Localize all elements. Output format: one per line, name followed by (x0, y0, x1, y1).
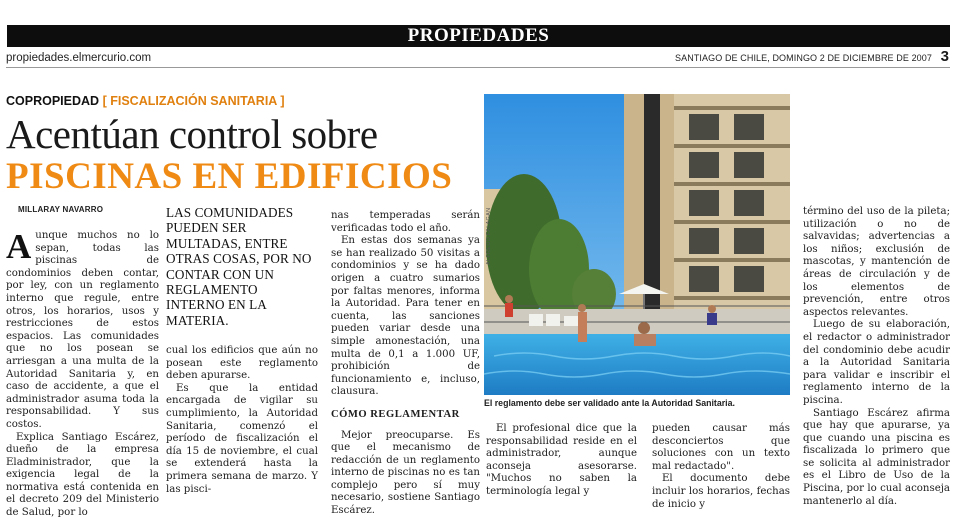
article-column-1 (6, 227, 159, 520)
paragraph: pueden causar más desconciertos que soluciones con un texto mal redactado". (652, 423, 790, 472)
header-rule (6, 67, 950, 68)
paragraph: Es que la entidad encargada de vigilar su cumplimiento, la Autoridad Sanitaria, comenzó el período de fiscalización el día 15 de noviembre, el cual se extenderá hasta la primera semana de marzo. Y las pisci- (166, 382, 318, 495)
pull-quote: LAS COMUNIDADES PUEDEN SER MULTADAS, ENTRE OTRAS COSAS, POR NO CONTAR CON UN REGLAMENTO INTERNO EN LA MATERIA. (166, 205, 312, 328)
page-number: 3 (940, 48, 949, 65)
dateline: SANTIAGO DE CHILE, DOMINGO 2 DE DICIEMBRE DE 2007 (675, 53, 932, 63)
byline: MILLARAY NAVARRO (18, 205, 104, 214)
article-column-5 (652, 423, 790, 511)
paragraph: Luego de su elaboración, el redactor o administrador del condominio debe acudir a la Autoridad Sanitaria para validar e inscribir el reglamento interno de la piscina. (803, 319, 950, 406)
site-url: propiedades.elmercurio.com (6, 52, 152, 64)
kicker-open-bracket: [ (102, 94, 107, 108)
paragraph: nas temperadas serán verificadas todo el año. (331, 210, 480, 234)
paragraph: En estas dos semanas ya se han realizado 50 visitas a condominios y se ha dado origen a cuatro sumarios por faltas menores, informa la Autoridad. Para tener en cuenta, las sanciones pueden variar desde una simple amonestación, una multa de 0,1 a 1.000 UF, prohibición de funcionamiento e, incluso, clausura. (331, 235, 480, 398)
article-column-6 (803, 206, 950, 508)
paragraph: término del uso de la pileta; utilización o no de salvavidas; advertencias a los niños; exclusión de mascotas, y mantención de áreas de circulación y de los elementos de prevención, entre otros aspectos relevantes. (803, 206, 950, 318)
kicker (6, 94, 285, 108)
kicker-close-bracket: ] (280, 94, 285, 108)
kicker-section: COPROPIEDAD (6, 94, 100, 108)
paragraph: cual los edificios que aún no posean este reglamento deben apurarse. (166, 345, 318, 382)
photo-credit: ALFREDO FALAGAN (486, 207, 492, 265)
section-header-bar: PROPIEDADES (7, 25, 950, 47)
paragraph: Santiago Escárez afirma que hay que apurarse, ya que cuando una piscina es fiscalizada lo primero que se solicita al administrador es el Libro de Uso de la Piscina, por lo cual aconseja mantenerlo al día. (803, 407, 950, 507)
paragraph: El profesional dice que la responsabilidad reside en el administrador, aunque aconseja asesorarse. "Muchos no saben la terminología legal y (486, 423, 637, 497)
article-column-2 (166, 345, 318, 496)
paragraph: Explica Santiago Escárez, dueño de la empresa Eladministrador, que la exigencia legal de la normativa está contenida en el decreto 209 del Ministerio de Salud, por lo (6, 431, 159, 519)
pool-building-illustration (484, 94, 790, 395)
paragraph: Mejor preocuparse. Es que el mecanismo de redacción de un reglamento interno de piscinas no es tan complejo pero sí muy necesario, sostiene Santiago Escárez. (331, 429, 480, 517)
headline-line-2: PISCINAS EN EDIFICIOS (6, 156, 453, 197)
photo-caption: El reglamento debe ser validado ante la Autoridad Sanitaria. (484, 398, 735, 408)
article-column-3 (331, 210, 480, 518)
subheading: CÓMO REGLAMENTAR (331, 408, 460, 420)
paragraph: El documento debe incluir los horarios, fechas de inicio y (652, 473, 790, 510)
article-photo (484, 94, 790, 395)
kicker-topic: FISCALIZACIÓN SANITARIA (110, 94, 277, 108)
headline-line-1: Acentúan control sobre (6, 111, 378, 157)
article-column-4 (486, 423, 637, 499)
paragraph: unque muchos no lo sepan, todas las piscinas de condominios deben contar, por ley, con un reglamento interno que regule, entre otros, los horarios, usos y restricciones de estos espacios. Las comunidades que no los posean se arriesgan a una multa de la Autoridad Sanitaria y, en caso de accidente, a que el administrador asuma toda la responsabilidad. Y sus costos. (6, 230, 159, 430)
drop-cap: A (6, 227, 32, 266)
